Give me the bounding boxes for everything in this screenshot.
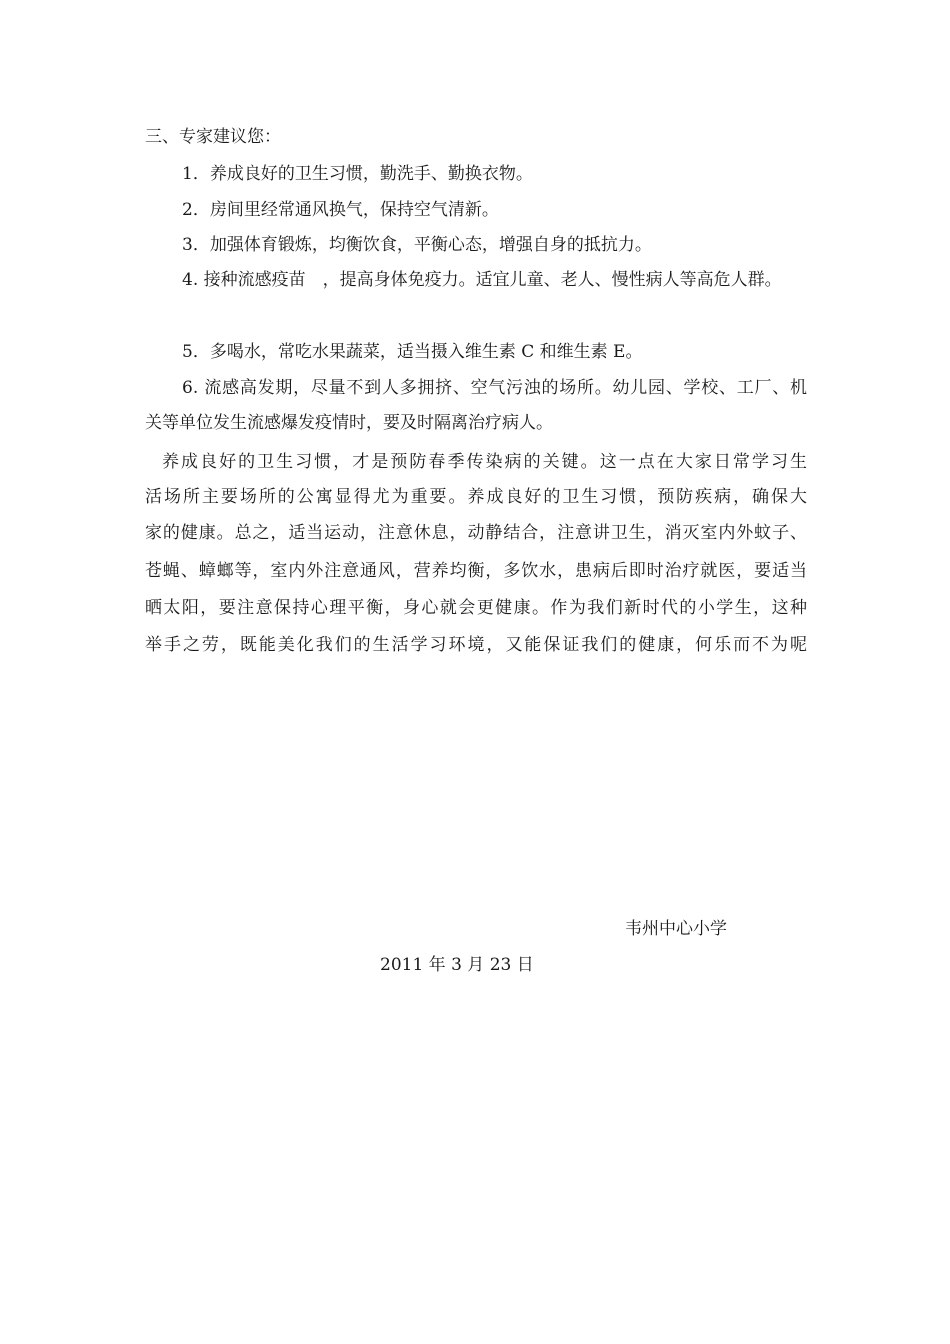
section-heading: 三、专家建议您：: [145, 127, 281, 147]
closing-paragraph-line-2: 活场所主要场所的公寓显得尤为重要。养成良好的卫生习惯，预防疾病，确保大: [145, 487, 807, 507]
advice-item-6-line-2: 关等单位发生流感爆发疫情时，要及时隔离治疗病人。: [145, 413, 553, 433]
closing-paragraph-line-5: 晒太阳，要注意保持心理平衡，身心就会更健康。作为我们新时代的小学生，这种: [145, 598, 807, 618]
closing-paragraph-line-6: 举手之劳，既能美化我们的生活学习环境，又能保证我们的健康，何乐而不为呢: [145, 635, 807, 655]
closing-paragraph-line-4: 苍蝇、蟑螂等，室内外注意通风，营养均衡，多饮水，患病后即时治疗就医，要适当: [145, 561, 807, 581]
date: 2011 年 3 月 23 日: [380, 955, 534, 975]
advice-item-3: 3．加强体育锻炼，均衡饮食，平衡心态，增强自身的抵抗力。: [182, 235, 652, 255]
advice-item-2: 2．房间里经常通风换气，保持空气清新。: [182, 200, 499, 220]
signature: 韦州中心小学: [625, 919, 727, 939]
advice-item-1: 1．养成良好的卫生习惯，勤洗手、勤换衣物。: [182, 164, 533, 184]
closing-paragraph-line-3: 家的健康。总之，适当运动，注意休息，动静结合，注意讲卫生，消灭室内外蚊子、: [145, 523, 807, 543]
closing-paragraph-line-1: 养成良好的卫生习惯，才是预防春季传染病的关键。这一点在大家日常学习生: [162, 452, 807, 472]
advice-item-6-line-1: 6. 流感高发期，尽量不到人多拥挤、空气污浊的场所。幼儿园、学校、工厂、机: [182, 378, 807, 398]
advice-item-4: 4. 接种流感疫苗 ，提高身体免疫力。适宜儿童、老人、慢性病人等高危人群。: [182, 270, 782, 290]
advice-item-5: 5．多喝水，常吃水果蔬菜，适当摄入维生素 C 和维生素 E。: [182, 342, 643, 362]
